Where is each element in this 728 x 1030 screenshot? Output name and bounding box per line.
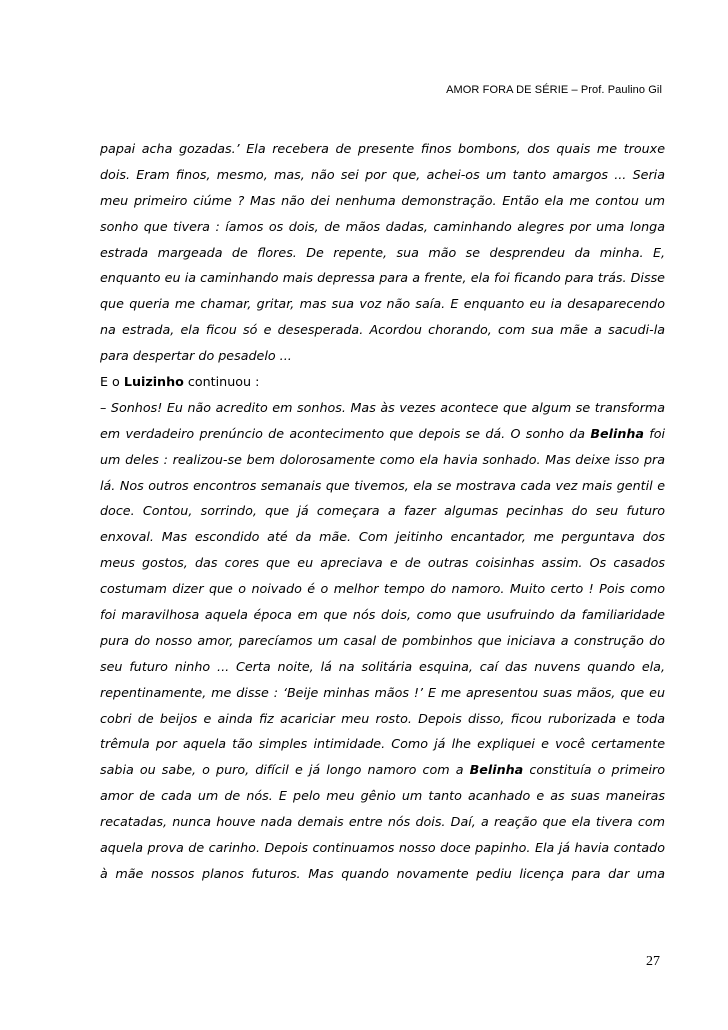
text-segment: costumam dizer que o noivado é o melhor tempo do namoro. Muito certo ! Pois como <box>100 581 665 597</box>
text-segment: trêmula por aquela tão simples intimidade. Como já lhe expliquei e você certamente <box>100 736 665 752</box>
text-line <box>100 317 665 343</box>
text-segment: continuou : <box>183 374 260 390</box>
text-segment: um deles : realizou-se bem dolorosamente como ela havia sonhado. Mas deixe isso pra <box>100 451 665 467</box>
text-segment: enxoval. Mas escondido até da mãe. Com jeitinho encantador, me perguntava dos <box>100 529 665 545</box>
text-segment: pura do nosso amor, parecíamos um casal de pombinhos que iniciava a construção do <box>100 632 665 648</box>
character-name: Luizinho <box>123 374 184 390</box>
text-segment: repentinamente, me disse : ‘Beije minhas mãos !’ E me apresentou suas mãos, que eu <box>100 684 665 700</box>
text-line <box>100 136 665 162</box>
text-segment: em verdadeiro prenúncio de acontecimento que depois se dá. O sonho da <box>100 425 591 441</box>
text-line <box>100 240 665 266</box>
text-segment: recatadas, nunca houve nada demais entre nós dois. Daí, a reação que ela tivera com <box>100 814 665 830</box>
text-segment: sabia ou sabe, o puro, difícil e já longo namoro com a <box>100 762 470 778</box>
text-line <box>100 680 665 706</box>
text-line <box>100 628 665 654</box>
character-name: Belinha <box>590 425 644 441</box>
text-line <box>100 550 665 576</box>
text-segment: E o <box>100 374 124 390</box>
text-line <box>100 369 665 395</box>
text-line <box>100 783 665 809</box>
text-segment: meus gostos, das cores que eu apreciava e de outras coisinhas assim. Os casados <box>100 555 665 571</box>
text-segment: doce. Contou, sorrindo, que já começara a fazer algumas pecinhas do seu futuro <box>100 503 665 519</box>
text-line <box>100 447 665 473</box>
text-segment: constituía o primeiro <box>523 762 665 778</box>
text-line <box>100 162 665 188</box>
text-line <box>100 809 665 835</box>
text-segment: na estrada, ela ficou só e desesperada. Acordou chorando, com sua mãe a sacudi-la <box>100 322 665 338</box>
text-segment: lá. Nos outros encontros semanais que tivemos, ela se mostrava cada vez mais gentil e <box>100 477 665 493</box>
text-line <box>100 421 665 447</box>
text-segment: para despertar do pesadelo ... <box>100 348 292 364</box>
running-header: AMOR FORA DE SÉRIE – Prof. Paulino Gil <box>446 84 662 96</box>
text-line <box>100 654 665 680</box>
text-line <box>100 757 665 783</box>
text-segment: sonho que tivera : íamos os dois, de mãos dadas, caminhando alegres por uma longa <box>100 218 665 234</box>
character-name: Belinha <box>469 762 524 778</box>
text-segment: seu futuro ninho ... Certa noite, lá na solitária esquina, caí das nuvens quando ela, <box>100 658 665 674</box>
text-line <box>100 473 665 499</box>
text-line <box>100 576 665 602</box>
text-line <box>100 395 665 421</box>
text-line <box>100 265 665 291</box>
text-segment: estrada margeada de flores. De repente, sua mão se desprendeu da minha. E, <box>100 244 665 260</box>
text-segment: foi maravilhosa aquela época em que nós dois, como que usufruindo da familiaridade <box>100 607 665 623</box>
text-segment: foi <box>643 425 665 441</box>
text-segment: enquanto eu ia caminhando mais depressa para a frente, ela foi ficando para trás. Disse <box>100 270 665 286</box>
text-segment: amor de cada um de nós. E pelo meu gênio um tanto acanhado e as suas maneiras <box>100 788 665 804</box>
text-line <box>100 343 665 369</box>
text-segment: à mãe nossos planos futuros. Mas quando novamente pediu licença para dar uma <box>100 865 665 881</box>
text-segment: aquela prova de carinho. Depois continuamos nosso doce papinho. Ela já havia contado <box>100 840 665 856</box>
text-line <box>100 291 665 317</box>
text-segment: cobri de beijos e ainda fiz acariciar meu rosto. Depois disso, ficou ruborizada e toda <box>100 710 665 726</box>
text-segment: papai acha gozadas.’ Ela recebera de presente finos bombons, dos quais me trouxe <box>100 141 665 156</box>
page-number: 27 <box>646 954 660 969</box>
text-line <box>100 706 665 732</box>
text-line <box>100 731 665 757</box>
text-line <box>100 188 665 214</box>
text-segment: meu primeiro ciúme ? Mas não dei nenhuma demonstração. Então ela me contou um <box>100 192 665 208</box>
text-line <box>100 498 665 524</box>
text-line <box>100 861 665 887</box>
text-segment: dois. Eram finos, mesmo, mas, não sei por que, achei-os um tanto amargos ... Seria <box>100 166 665 182</box>
text-line <box>100 214 665 240</box>
text-segment: que queria me chamar, gritar, mas sua voz não saía. E enquanto eu ia desaparecendo <box>100 296 665 312</box>
text-line <box>100 835 665 861</box>
body-text <box>100 136 665 887</box>
text-segment: – Sonhos! Eu não acredito em sonhos. Mas às vezes acontece que algum se transforma <box>100 399 665 415</box>
text-line <box>100 602 665 628</box>
text-line <box>100 524 665 550</box>
